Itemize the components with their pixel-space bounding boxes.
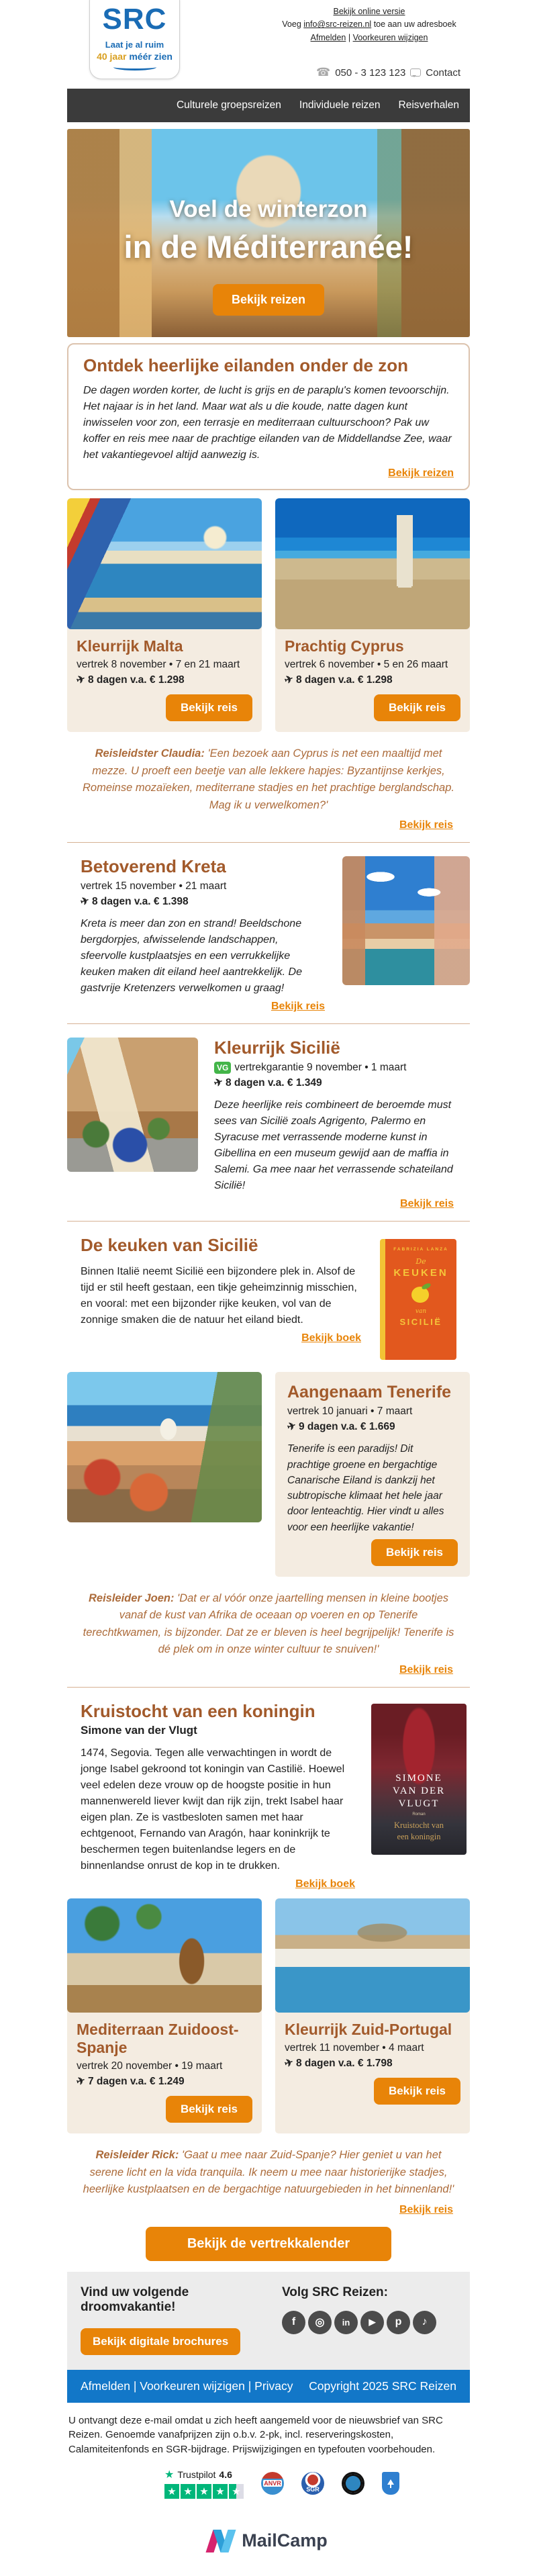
kreta-section	[67, 856, 470, 1013]
malta-image[interactable]	[67, 498, 262, 629]
kreta-title: Betoverend Kreta	[81, 856, 226, 877]
vertrekkalender-button[interactable]: Bekijk de vertrekkalender	[146, 2227, 391, 2261]
mailcamp-m-icon	[209, 2530, 236, 2552]
portugal-price: 8 dagen v.a. € 1.798	[296, 2058, 393, 2069]
logo-wordmark: SRC	[102, 3, 167, 36]
footer-afmelden-link[interactable]: Afmelden	[81, 2379, 130, 2393]
koningin-author: Simone van der Vlugt	[81, 1724, 197, 1737]
divider	[67, 1687, 470, 1688]
footer-blue-bar: Afmelden | Voorkeuren wijzigen | Privacy Copyright 2025 SRC Reizen	[67, 2370, 470, 2403]
linkedin-icon[interactable]: in	[334, 2311, 358, 2334]
quote-claudia-text: 'Een bezoek aan Cyprus is net een maaltijd met mezze. U proeft een beetje van alle lekkere hapjes: Byzantijnse kerkjes, Romeinse mozaïeken, mediterrane stadjes en het prachtige berglandschap. Mag ik u verwelkomen?'	[83, 747, 454, 811]
sicilie-departure: vertrekgarantie 9 november • 1 maart	[234, 1062, 407, 1074]
nav-culturele-groepsreizen[interactable]: Culturele groepsreizen	[176, 99, 281, 111]
sicilie-section	[67, 1038, 470, 1210]
sicilie-price: 8 dagen v.a. € 1.349	[226, 1077, 322, 1089]
unsubscribe-link[interactable]: Afmelden	[310, 32, 346, 42]
spanje-price: 7 dagen v.a. € 1.249	[88, 2076, 185, 2087]
koningin-book-cover[interactable]: SIMONE VAN DER VLUGT Roman Kruistocht van een koningin	[371, 1704, 467, 1855]
quote-rick	[79, 2147, 458, 2199]
email-body	[67, 0, 470, 2576]
trip-card-malta	[67, 498, 262, 732]
keuken-book-cover[interactable]: FABRIZIA LANZA De KEUKEN van SICILIË	[380, 1239, 456, 1360]
online-version-link[interactable]: Bekijk online versie	[333, 7, 405, 16]
portugal-bekijk-reis-button[interactable]: Bekijk reis	[374, 2078, 460, 2105]
hero-cta-button[interactable]: Bekijk reizen	[213, 284, 324, 316]
cyprus-departure: vertrek 6 november • 5 en 26 maart	[285, 659, 448, 670]
spanje-bekijk-reis-button[interactable]: Bekijk reis	[166, 2096, 252, 2123]
quote-rick-text: 'Gaat u mee naar Zuid-Spanje? Hier geniet u van het serene licht en la vida tranquila. Ik neem u mee naar historierijke stadjes, heerlijke kustplaatsen en de bergachtige natuurgebieden in het binnenland!'	[83, 2149, 454, 2196]
email-header	[67, 0, 470, 89]
tenerife-card	[275, 1372, 470, 1577]
trustpilot-widget[interactable]	[164, 2468, 244, 2499]
portugal-departure: vertrek 11 november • 4 maart	[285, 2042, 424, 2054]
malta-departure: vertrek 8 november • 7 en 21 maart	[77, 659, 240, 670]
keuken-book-section	[67, 1235, 470, 1360]
sicilie-title: Kleurrijk Sicilië	[214, 1038, 340, 1058]
tenerife-title: Aangenaam Tenerife	[287, 1383, 452, 1402]
disclaimer-text: U ontvangt deze e-mail omdat u zich heeft aangemeld voor de nieuwsbrief van SRC Reizen. Genoemde vanafprijzen zijn o.b.v. 2-pk, incl. reserveringskosten, Calamiteitenfonds en SGR-bijdrage. Prijswijzigingen en typefouten voorbehouden.	[68, 2414, 443, 2456]
sicilie-image[interactable]	[67, 1038, 198, 1172]
koningin-bekijk-boek-link[interactable]: Bekijk boek	[295, 1878, 355, 1890]
sicilie-bekijk-reis-link[interactable]: Bekijk reis	[399, 1198, 454, 1210]
cyprus-title: Prachtig Cyprus	[285, 637, 404, 655]
footer-privacy-link[interactable]: Privacy	[254, 2379, 293, 2393]
cyprus-bekijk-reis-button[interactable]: Bekijk reis	[374, 694, 460, 721]
intro-bekijk-reizen-link[interactable]: Bekijk reizen	[388, 467, 454, 479]
chat-bubble-icon	[410, 68, 421, 77]
cyprus-image[interactable]	[275, 498, 470, 629]
plane-icon: ✈	[75, 673, 87, 687]
quote-rick-name: Reisleider Rick:	[95, 2149, 179, 2161]
sgr-badge: SGR	[301, 2472, 324, 2495]
plane-icon: ✈	[283, 673, 295, 687]
keuken-bekijk-boek-link[interactable]: Bekijk boek	[301, 1332, 361, 1344]
trip-card-cyprus	[275, 498, 470, 732]
portugal-image[interactable]	[275, 1898, 470, 2013]
trustpilot-stars: ★ ★ ★ ★ ★	[164, 2484, 244, 2499]
trustpilot-score: 4.6	[219, 2469, 232, 2480]
intro-text: De dagen worden korter, de lucht is grijs en de paraplu's komen tevoorschijn. Het najaar is in het land. Maar wat als u die koude, natte dagen kunt inwisselen voor zon, een terrasje en mediterraan cultuurschoon? Pak uw koffer en reis mee naar de prachtige eilanden van de Middellandse Zee, waar het vakantiegevoel altijd aanwezig is.	[83, 385, 452, 461]
brochures-button[interactable]: Bekijk digitale brochures	[81, 2328, 240, 2355]
divider	[67, 1221, 470, 1222]
tenerife-section	[67, 1372, 470, 1577]
keuken-title: De keuken van Sicilië	[81, 1235, 258, 1256]
logo-tagline-2: 40 jaar méér zien	[97, 51, 173, 62]
phone-number[interactable]: 050 - 3 123 123	[335, 66, 406, 79]
tenerife-departure: vertrek 10 januari • 7 maart	[287, 1406, 413, 1418]
quote-joen	[79, 1590, 458, 1659]
hero-overlay	[67, 129, 470, 337]
koningin-book-section	[67, 1701, 470, 1890]
logo-tagline-1: Laat je al ruim	[105, 40, 164, 50]
tenerife-text: Tenerife is een paradijs! Dit prachtige groene en bergachtige Canarische Eiland is dankzij het subtropische klimaat het hele jaar door lenteachtig. Hier vindt u alles voor een heerlijke vakantie!	[287, 1443, 444, 1533]
spanje-departure: vertrek 20 november • 19 maart	[77, 2060, 223, 2072]
email-address-link[interactable]: info@src-reizen.nl	[303, 19, 372, 30]
social-icons	[282, 2311, 456, 2334]
cyprus-price: 8 dagen v.a. € 1.298	[296, 674, 393, 686]
tenerife-bekijk-reis-button[interactable]: Bekijk reis	[371, 1539, 458, 1566]
mailcamp-footer	[67, 2530, 470, 2576]
koningin-title: Kruistocht van een koningin	[81, 1701, 315, 1721]
trips-row-2	[67, 1898, 470, 2133]
malta-price: 8 dagen v.a. € 1.298	[88, 674, 185, 686]
lemon-icon	[409, 1284, 432, 1304]
footer-voorkeuren-link[interactable]: Voorkeuren wijzigen	[140, 2379, 245, 2393]
book-author: FABRIZIA LANZA	[393, 1247, 448, 1252]
plane-icon: ✈	[212, 1076, 225, 1090]
kreta-bekijk-reis-link[interactable]: Bekijk reis	[271, 1001, 325, 1013]
kreta-departure: vertrek 15 november • 21 maart	[81, 880, 227, 892]
malta-title: Kleurrijk Malta	[77, 637, 183, 655]
malta-bekijk-reis-button[interactable]: Bekijk reis	[166, 694, 252, 721]
nav-reisverhalen[interactable]: Reisverhalen	[398, 99, 459, 111]
kreta-image[interactable]	[342, 856, 470, 985]
add-address-prefix: Voeg	[282, 19, 301, 30]
youtube-icon[interactable]: ▶	[360, 2311, 384, 2334]
quote-claudia	[79, 745, 458, 814]
droomvakantie-title: Vind uw volgende droomvakantie!	[81, 2285, 189, 2314]
koningin-text: 1474, Segovia. Tegen alle verwachtingen in wordt de jonge Isabel gekroond tot koningin van Castilië. Hoewel veel edelen deze vrouw op de hoogste positie in hun mannenwereld liever kwijt dan rijk zijn, trekt Isabel haar eigen plan. Ze is vastbesloten samen met haar echtgenoot, Fernando van Aragón, haar koninkrijk te beschermen tegen buitenlandse legers en de binnenlandse onrust de kop in te drukken.	[81, 1747, 345, 1872]
contact-link[interactable]: Contact	[426, 66, 460, 79]
kreta-text: Kreta is meer dan zon en strand! Beeldschone bergdorpjes, afwisselende landschappen, sfeervolle kustplaatsjes en een verrukkelijke keuken maken dit eiland heel aantrekkelijk. De gastvrije Kretenzers verwelkomen u graag!	[81, 918, 302, 995]
sicilie-text: Deze heerlijke reis combineert de beroemde must sees van Sicilië zoals Agrigento, Palermo en Syracuse met verrassende moderne kunst in Gibellina en een museum gewijd aan de maffia in Salemi. Ga mee naar het verrassende schateiland Sicilië!	[214, 1099, 453, 1192]
nav-individuele-reizen[interactable]: Individuele reizen	[299, 99, 381, 111]
hero-title-line2: in de Méditerranée!	[124, 229, 413, 265]
copyright-text: Copyright 2025 SRC Reizen	[309, 2379, 456, 2393]
hero-title-line1: Voel de winterzon	[169, 196, 368, 222]
preferences-link[interactable]: Voorkeuren wijzigen	[352, 32, 428, 42]
trust-badges-row	[67, 2468, 470, 2499]
plane-icon: ✈	[285, 1420, 298, 1434]
plane-icon: ✈	[283, 2056, 295, 2070]
trip-card-spanje	[67, 1898, 262, 2133]
tenerife-image[interactable]	[67, 1372, 262, 1522]
quote-claudia-name: Reisleidster Claudia:	[95, 747, 205, 760]
phone-contact-row	[316, 66, 460, 79]
quote-joen-text: 'Dat er al vóór onze jaartelling mensen in kleine bootjes vanaf de kust van Afrika de oceaan op voeren en op Tenerife terechtkwamen, is bijzonder. Dat ze er bleven is heel begrijpelijk! Tenerife is dé plek om in onze winter cultuur te snuiven!'	[83, 1592, 454, 1656]
spanje-image[interactable]	[67, 1898, 262, 2013]
tiktok-icon[interactable]: ♪	[413, 2311, 436, 2334]
src-logo[interactable]	[89, 0, 180, 79]
plane-icon: ✈	[75, 2074, 87, 2088]
portugal-title: Kleurrijk Zuid-Portugal	[285, 2021, 452, 2038]
logo-swoosh-icon	[113, 64, 156, 71]
add-address-suffix: toe aan uw adresboek	[373, 19, 456, 30]
vertrekgarantie-badge: VG	[214, 1062, 231, 1074]
pinterest-icon[interactable]: p	[387, 2311, 410, 2334]
rick-bekijk-reis-link[interactable]: Bekijk reis	[399, 2203, 453, 2215]
tenerife-price: 9 dagen v.a. € 1.669	[299, 1421, 395, 1433]
trustpilot-brand: Trustpilot	[177, 2469, 216, 2480]
trips-row-1	[67, 498, 470, 732]
instagram-icon[interactable]: ◎	[308, 2311, 332, 2334]
mailcamp-wordmark: MailCamp	[242, 2530, 328, 2551]
kreta-price: 8 dagen v.a. € 1.398	[92, 896, 189, 908]
intro-card	[67, 343, 470, 490]
main-nav	[67, 89, 470, 122]
keuken-text: Binnen Italië neemt Sicilië een bijzondere plek in. Alsof de tijd er stil heeft gestaan, een tikje geheimzinnig misschien, en vooral: met een bijzonder rijke keuken, vol van de zonnige smaken die de natuur het eiland biedt.	[81, 1266, 357, 1326]
tree-shield-badge	[382, 2472, 399, 2495]
link-separator: |	[348, 32, 351, 42]
calamiteitenfonds-badge	[342, 2472, 364, 2495]
facebook-icon[interactable]: f	[282, 2311, 305, 2334]
hero-banner-image	[67, 129, 470, 337]
claudia-bekijk-reis-link[interactable]: Bekijk reis	[399, 819, 453, 831]
anvr-badge: ANVR	[261, 2472, 284, 2495]
trip-card-portugal	[275, 1898, 470, 2133]
joen-bekijk-reis-link[interactable]: Bekijk reis	[399, 1664, 453, 1675]
quote-joen-name: Reisleider Joen:	[88, 1592, 175, 1604]
volg-src-title: Volg SRC Reizen:	[282, 2285, 388, 2299]
trustpilot-star-icon: ★	[164, 2469, 175, 2481]
spanje-title: Mediterraan Zuidoost-Spanje	[77, 2021, 239, 2056]
footer-gray-strip	[67, 2272, 470, 2370]
divider	[67, 842, 470, 843]
header-links	[258, 5, 480, 44]
intro-title: Ontdek heerlijke eilanden onder de zon	[83, 355, 408, 375]
mailcamp-logo[interactable]	[209, 2530, 328, 2552]
divider	[67, 1023, 470, 1024]
plane-icon: ✈	[79, 894, 91, 909]
phone-icon: ☎	[316, 66, 331, 79]
